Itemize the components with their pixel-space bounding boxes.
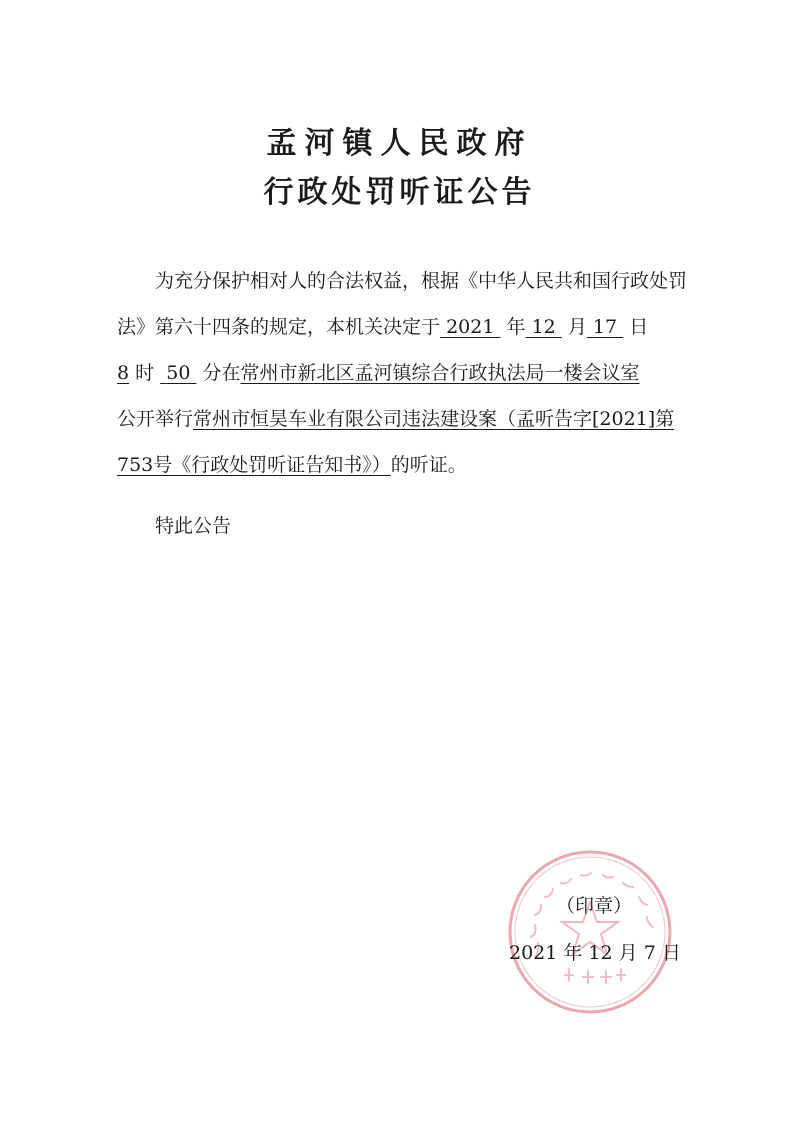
hearing-month: 12 [531,316,556,338]
issuing-authority: 孟河镇人民政府 [266,126,533,161]
case-name-part2: 753号《行政处罚听证告知书》） [117,454,391,476]
body-line-2: 法》第六十四条的规定，本机关决定于 2021 年 12 月 17 日 [117,316,649,338]
body-line-4: 公开举行常州市恒昊车业有限公司违法建设案（孟听告字[2021]第 [117,408,675,430]
case-name-part1: 常州市恒昊车业有限公司违法建设案（孟听告字[2021]第 [193,408,675,430]
hearing-minute: 50 [166,362,191,384]
hearing-year: 2021 [446,316,495,338]
closing-phrase: 特此公告 [155,515,232,537]
issue-date: 2021 年 12 月 7 日 [509,942,681,964]
body-line-3: 8 时 50 分在常州市新北区孟河镇综合行政执法局一楼会议室 [117,362,640,384]
hearing-location: 常州市新北区孟河镇综合行政执法局一楼会议室 [240,362,640,384]
body-line-5: 753号《行政处罚听证告知书》）的听证。 [117,454,467,476]
hearing-day: 17 [592,316,618,338]
notice-body [117,258,688,488]
body-line-1: 为充分保护相对人的合法权益，根据《中华人民共和国行政处罚 [155,270,688,292]
document-title: 行政处罚听证公告 [263,175,536,210]
hearing-hour: 8 [117,362,130,384]
seal-label: （印章） [556,895,633,917]
official-seal-stamp [505,847,675,1017]
